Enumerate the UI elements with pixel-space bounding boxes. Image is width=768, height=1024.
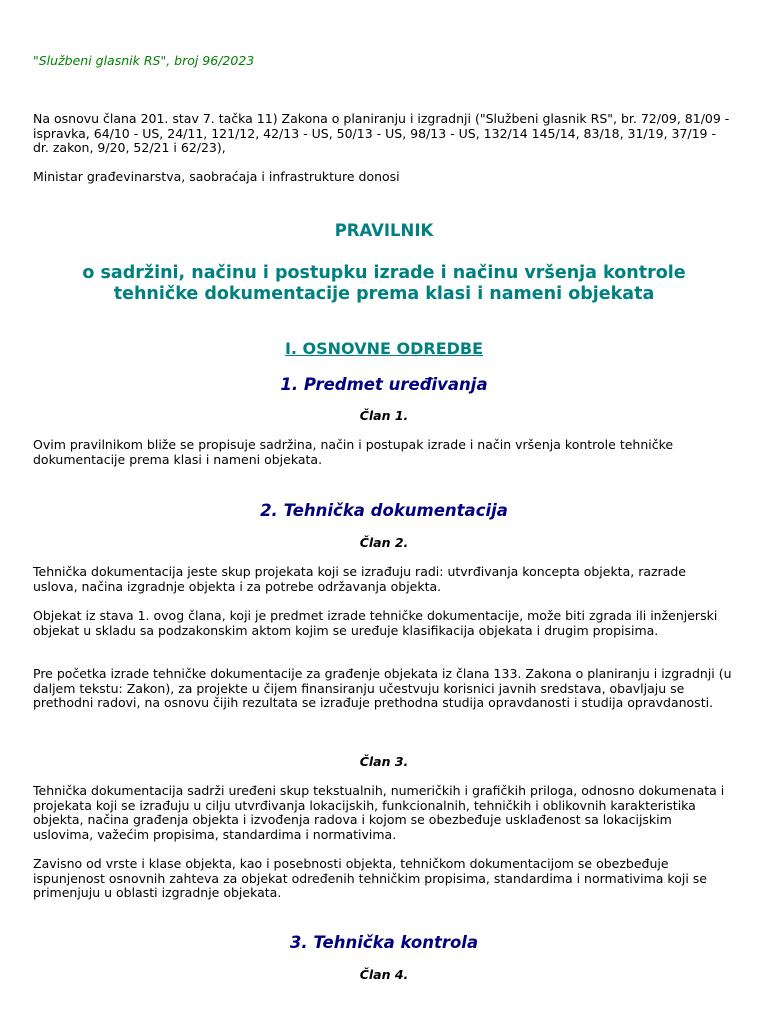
article-heading-clan-4: Član 4.: [359, 967, 409, 982]
preamble-legal-basis: Na osnovu člana 201. stav 7. tačka 11) Zakona o planiranju i izgradnji ("Službeni glasnik RS", br. 72/09, 81/09 - ispravka, 64/10 - US, 24/11, 121/12, 42/13 - US, 50/13 - US, 98/13 - US, 132/14 145/14, 83/18, 31/19, 37/19 - dr. zakon, 9/20, 52/21 i 62/23),: [33, 111, 730, 156]
article-heading-clan-2: Član 2.: [359, 535, 409, 550]
subsection-tehnicka-dokumentacija: 2. Tehnička dokumentacija: [260, 501, 508, 520]
subsection-predmet-uredjivanja: 1. Predmet uređivanja: [280, 375, 488, 394]
article-heading-clan-1: Član 1.: [359, 408, 409, 423]
document-subtitle: [0, 263, 768, 305]
subsection-tehnicka-kontrola: 3. Tehnička kontrola: [289, 933, 479, 952]
section-heading-osnovne-odredbe: I. OSNOVNE ODREDBE: [284, 339, 484, 358]
article-heading-clan-3: Član 3.: [359, 754, 409, 769]
clan2-paragraph-1: Tehnička dokumentacija jeste skup projekata koji se izrađuju radi: utvrđivanja koncepta objekta, razrade uslova, načina izgradnje objekta i za potrebe održavanja objekta.: [33, 564, 686, 594]
subtitle-line-2: tehničke dokumentacije prema klasi i nameni objekata: [113, 284, 655, 304]
clan2-paragraph-2: Objekat iz stava 1. ovog člana, koji je predmet izrade tehničke dokumentacije, može biti zgrada ili inženjerski objekat u skladu sa podzakonskim aktom kojim se uređuje klasifikacija objekata i drugim propisima.: [33, 608, 718, 638]
document-title: PRAVILNIK: [334, 221, 434, 240]
preamble-issuer: Ministar građevinarstva, saobraćaja i infrastrukture donosi: [33, 169, 400, 184]
clan2-paragraph-3: Pre početka izrade tehničke dokumentacije za građenje objekata iz člana 133. Zakona o planiranju i izgradnji (u daljem tekstu: Zakon), za projekte u čijem finansiranju učestvuju korisnici javnih sredstava, obavljaju se prethodni radovi, na osnovu čijih rezultata se izrađuje prethodna studija opravdanosti i studija opravdanosti.: [33, 666, 732, 711]
gazette-reference: "Službeni glasnik RS", broj 96/2023: [33, 53, 255, 68]
clan3-paragraph-2: Zavisno od vrste i klase objekta, kao i posebnosti objekta, tehničkom dokumentacijom se obezbeđuje ispunjenost osnovnih zahteva za objekat određenih tehničkim propisima, standardima i normativima koji se primenjuju u oblasti izgradnje objekata.: [33, 856, 707, 901]
clan1-paragraph-1: Ovim pravilnikom bliže se propisuje sadržina, način i postupak izrade i način vršenja kontrole tehničke dokumentacije prema klasi i nameni objekata.: [33, 437, 674, 467]
subtitle-line-1: o sadržini, načinu i postupku izrade i načinu vršenja kontrole: [82, 263, 686, 283]
clan3-paragraph-1: Tehnička dokumentacija sadrži uređeni skup tekstualnih, numeričkih i grafičkih priloga, odnosno dokumenata i projekata koji se izrađuju u cilju utvrđivanja lokacijskih, funkcionalnih, tehničkih i oblikovnih karakteristika objekta, načina građenja objekta i izvođenja radova i kojom se obezbeđuje usklađenost sa lokacijskim uslovima, važećim propisima, standardima i normativima.: [33, 783, 725, 842]
